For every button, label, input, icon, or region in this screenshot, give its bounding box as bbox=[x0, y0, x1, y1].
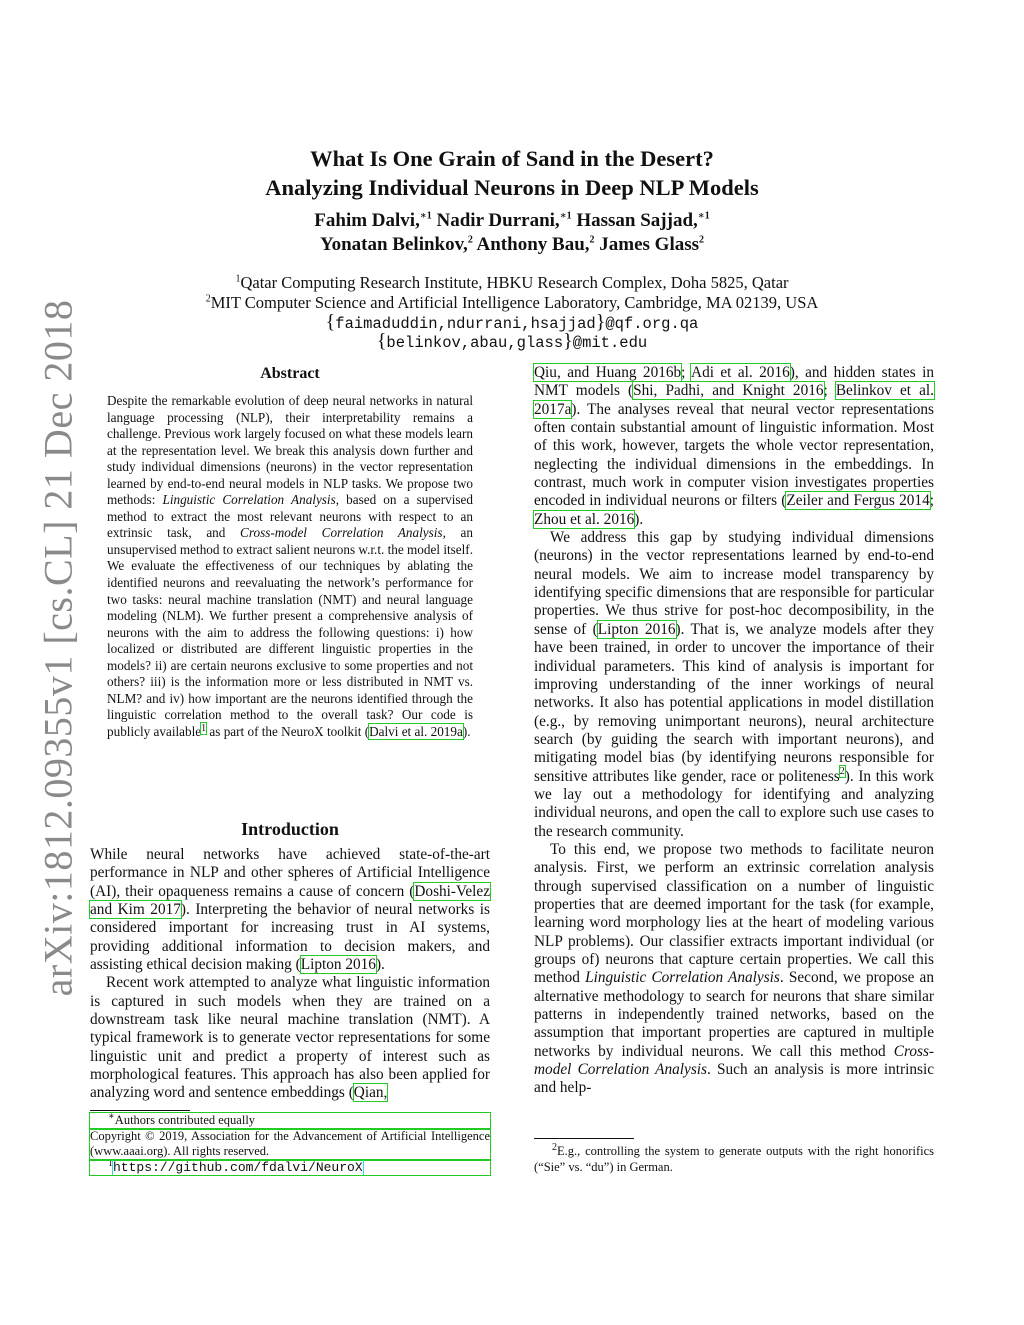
abstract-text: as part of the NeuroX toolkit ( bbox=[206, 723, 370, 739]
author-name: Hassan Sajjad, bbox=[576, 210, 698, 231]
brace: { bbox=[376, 330, 387, 352]
body-text: ), and hidden states in NMT models ( bbox=[534, 364, 934, 400]
paper-title-line1: What Is One Grain of Sand in the Desert? bbox=[310, 146, 714, 171]
citation-link[interactable]: Adi et al. 2016 bbox=[691, 364, 790, 381]
author-affil-mark: 2 bbox=[467, 234, 473, 246]
footnotes-left bbox=[90, 1110, 490, 1175]
footnote-text: Authors contributed equally bbox=[114, 1113, 256, 1127]
emphasis: Linguistic Correlation Analysis bbox=[585, 969, 780, 987]
author-name: Fahim Dalvi, bbox=[314, 210, 420, 231]
author-name: Anthony Bau, bbox=[476, 234, 590, 255]
neurox-url-link[interactable]: https://github.com/fdalvi/NeuroX bbox=[113, 1159, 363, 1175]
body-text: . Second, we propose an alternative methodology to search for neurons that share similar patterns in independently trained networks, based on the assumption that important properties are captured in multiple networks by individual neurons. We call this method bbox=[534, 969, 934, 1060]
brace: } bbox=[595, 311, 606, 333]
introduction-heading: Introduction bbox=[241, 819, 339, 839]
citation-link[interactable]: Doshi-Velez and Kim 2017 bbox=[90, 882, 490, 919]
footnote-mark: 2 bbox=[552, 1141, 557, 1153]
abstract-text: ). bbox=[462, 723, 471, 739]
body-text: While neural networks have achieved state-of-the-art performance in NLP and other spheres of Artificial Intelligence (AI), their opaqueness remains a cause of concern ( bbox=[90, 846, 490, 900]
email-line-2 bbox=[0, 331, 1024, 353]
paragraph bbox=[534, 841, 934, 1098]
email-users: belinkov,abau,glass bbox=[386, 334, 564, 352]
affil-text: Qatar Computing Research Institute, HBKU Research Complex, Doha 5825, Qatar bbox=[240, 273, 789, 292]
body-text: ). In this work we lay out a methodology for identifying and analyzing individual neurons, and open the call to explore such use cases to the research community. bbox=[534, 767, 934, 840]
footnote-mark: 1 bbox=[108, 1157, 113, 1169]
footnote-text: E.g., controlling the system to generate outputs with the right honorifics (“Sie” vs. “du”) in German. bbox=[534, 1144, 934, 1174]
email-domain: @mit.edu bbox=[572, 334, 648, 352]
citation-link[interactable]: Shi, Padhi, and Knight 2016 bbox=[633, 382, 824, 400]
author-name: Yonatan Belinkov, bbox=[319, 234, 468, 255]
abstract-text: , an unsupervised method to extract salient neurons w.r.t. the model itself. We evaluate the effectiveness of our techniques by ablating the identified neurons and reevaluating the network’s performance for two tasks: neural machine translation (NMT) and neural language modeling (NLM). We further present a comprehensive analysis of neurons with the aim to address the following questions: i) how localized or distributed are different linguistic properties in the models? ii) are certain neurons exclusive to some properties and not others? iii) is the information more or less distributed in NMT vs. NLM? and iv) how important are the neurons identified through the linguistic correlation method to the overall task? Our code is publicly available bbox=[107, 525, 474, 739]
affiliation-2 bbox=[0, 293, 1024, 313]
footnote-link[interactable]: 1 bbox=[201, 722, 207, 734]
author-affil-mark: ∗1 bbox=[419, 210, 432, 222]
citation-link[interactable]: Zhou et al. 2016 bbox=[534, 510, 635, 528]
body-text: ; bbox=[929, 492, 934, 510]
email-users: faimaduddin,ndurrani,hsajjad bbox=[335, 315, 596, 333]
brace: { bbox=[325, 311, 336, 333]
abstract-heading: Abstract bbox=[260, 365, 320, 382]
paragraph bbox=[534, 529, 934, 841]
paragraph bbox=[534, 364, 934, 529]
right-column-body bbox=[534, 364, 934, 1098]
affil-text: MIT Computer Science and Artificial Intelligence Laboratory, Cambridge, MA 02139, USA bbox=[210, 293, 819, 312]
copyright-notice[interactable]: Copyright © 2019, Association for the Advancement of Artificial Intelligence (www.aaai.org). All rights reserved. bbox=[90, 1128, 490, 1158]
abstract-text: , based on a supervised method to extract the most relevant neurons with respect to an extrinsic task, and bbox=[107, 492, 473, 541]
body-text: ). The analyses reveal that neural vector representations often contain substantial amount of linguistic information. Most of this work, however, targets the whole vector representation, neglecting the individual dimensions in the embeddings. In contrast, much work in computer vision investigates properties encoded in individual neurons or filters ( bbox=[534, 400, 934, 510]
footnote-rule bbox=[90, 1110, 190, 1111]
citation-link[interactable]: Qiu, and Huang 2016b bbox=[534, 364, 682, 381]
citation-link[interactable]: Lipton 2016 bbox=[597, 620, 676, 638]
paragraph bbox=[90, 974, 490, 1102]
body-text: ; bbox=[681, 364, 692, 381]
author-name: Nadir Durrani, bbox=[436, 210, 560, 231]
affil-mark: 2 bbox=[205, 293, 211, 305]
author-affil-mark: 2 bbox=[699, 234, 705, 246]
arxiv-stamp-text: arXiv:1812.09355v1 [cs.CL] 21 Dec 2018 bbox=[35, 299, 81, 997]
affiliation-1 bbox=[0, 273, 1024, 293]
author-name: James Glass bbox=[599, 234, 700, 255]
body-text: Recent work attempted to analyze what linguistic information is captured in such models when they are trained on a downstream task like neural machine translation (NMT). A typical framework is to generate vector representations for some linguistic unit and predict a property of interest such as morphological features. This approach has also been applied for analyzing word and sentence embeddings ( bbox=[90, 974, 490, 1102]
author-affil-mark: ∗1 bbox=[559, 210, 572, 222]
body-text: We address this gap by studying individual dimensions (neurons) in the vector representations learned by end-to-end neural models. We aim to increase model transparency by identifying specific dimensions that are responsible for particular properties. We thus strive for post-hoc decomposibility, in the sense of ( bbox=[534, 529, 934, 638]
footnote-2 bbox=[534, 1141, 934, 1175]
paragraph bbox=[90, 846, 490, 974]
emphasis: Cross-model Correlation Analysis bbox=[534, 1042, 934, 1079]
citation-link[interactable]: Dalvi et al. 2019a bbox=[369, 723, 463, 739]
abstract-body bbox=[107, 393, 473, 740]
footnote-authors[interactable] bbox=[90, 1110, 490, 1129]
body-text: ). That is, we analyze models after they have been trained, in order to uncover the importance of their individual parameters. This kind of analysis is important for improving understanding of the inner workings of neural networks. It also has potential applications in model distillation (e.g., by removing unimportant neurons), neural architecture search (by guiding the search with important neurons), and mitigating model bias (by identifying neurons responsible for sensitive attributes like gender, race or politeness bbox=[534, 620, 934, 785]
abstract-emphasis: Cross-model Correlation Analysis bbox=[240, 525, 443, 541]
paper-title-line2: Analyzing Individual Neurons in Deep NLP Models bbox=[265, 175, 759, 200]
body-text: ). Interpreting the behavior of neural networks is considered important for increasing trust in AI systems, providing additional information to decision makers, and assisting ethical decision making ( bbox=[90, 901, 490, 974]
email-domain: @qf.org.qa bbox=[605, 315, 699, 333]
abstract-emphasis: Linguistic Correlation Analysis bbox=[162, 492, 336, 508]
brace: } bbox=[563, 330, 573, 352]
affil-mark: 1 bbox=[235, 273, 241, 285]
citation-link[interactable]: Zeiler and Fergus 2014 bbox=[786, 492, 930, 510]
body-text: ; bbox=[823, 382, 836, 400]
body-text: . Such an analysis is more intrinsic and help- bbox=[534, 1061, 934, 1097]
body-text: To this end, we propose two methods to facilitate neuron analysis. First, we perform an extrinsic correlation analysis through supervised classification on a number of linguistic properties that are deemed important for the task (for example, learning word morphology lies at the heart of modeling various NLP problems). Our classifier extracts important individual (or groups of) neurons that capture certain properties. We call this method bbox=[534, 840, 934, 987]
citation-link[interactable]: Belinkov et al. 2017a bbox=[534, 382, 934, 418]
footnote-link[interactable]: 2 bbox=[839, 766, 845, 778]
citation-link[interactable]: Qian, bbox=[353, 1084, 388, 1102]
citation-link[interactable]: Lipton 2016 bbox=[300, 956, 376, 974]
authors-line2 bbox=[0, 232, 1024, 257]
introduction-body bbox=[90, 846, 490, 1103]
author-affil-mark: 2 bbox=[589, 234, 595, 246]
footnote-url bbox=[90, 1157, 490, 1176]
author-affil-mark: ∗1 bbox=[697, 210, 710, 222]
footnote-rule bbox=[534, 1138, 634, 1139]
body-text: ). bbox=[634, 510, 644, 528]
footnote-mark: ∗ bbox=[108, 1110, 115, 1122]
abstract-text: Despite the remarkable evolution of deep neural networks in natural language processing (NLP), their interpretability remains a challenge. Previous work largely focused on what these models learn at the representation level. We break this analysis down further and study individual dimensions (neurons) in the vector representation learned by end-to-end neural models in NLP tasks. We propose two methods: bbox=[107, 393, 473, 508]
body-text: ). bbox=[375, 956, 385, 974]
authors-line1 bbox=[0, 208, 1024, 233]
